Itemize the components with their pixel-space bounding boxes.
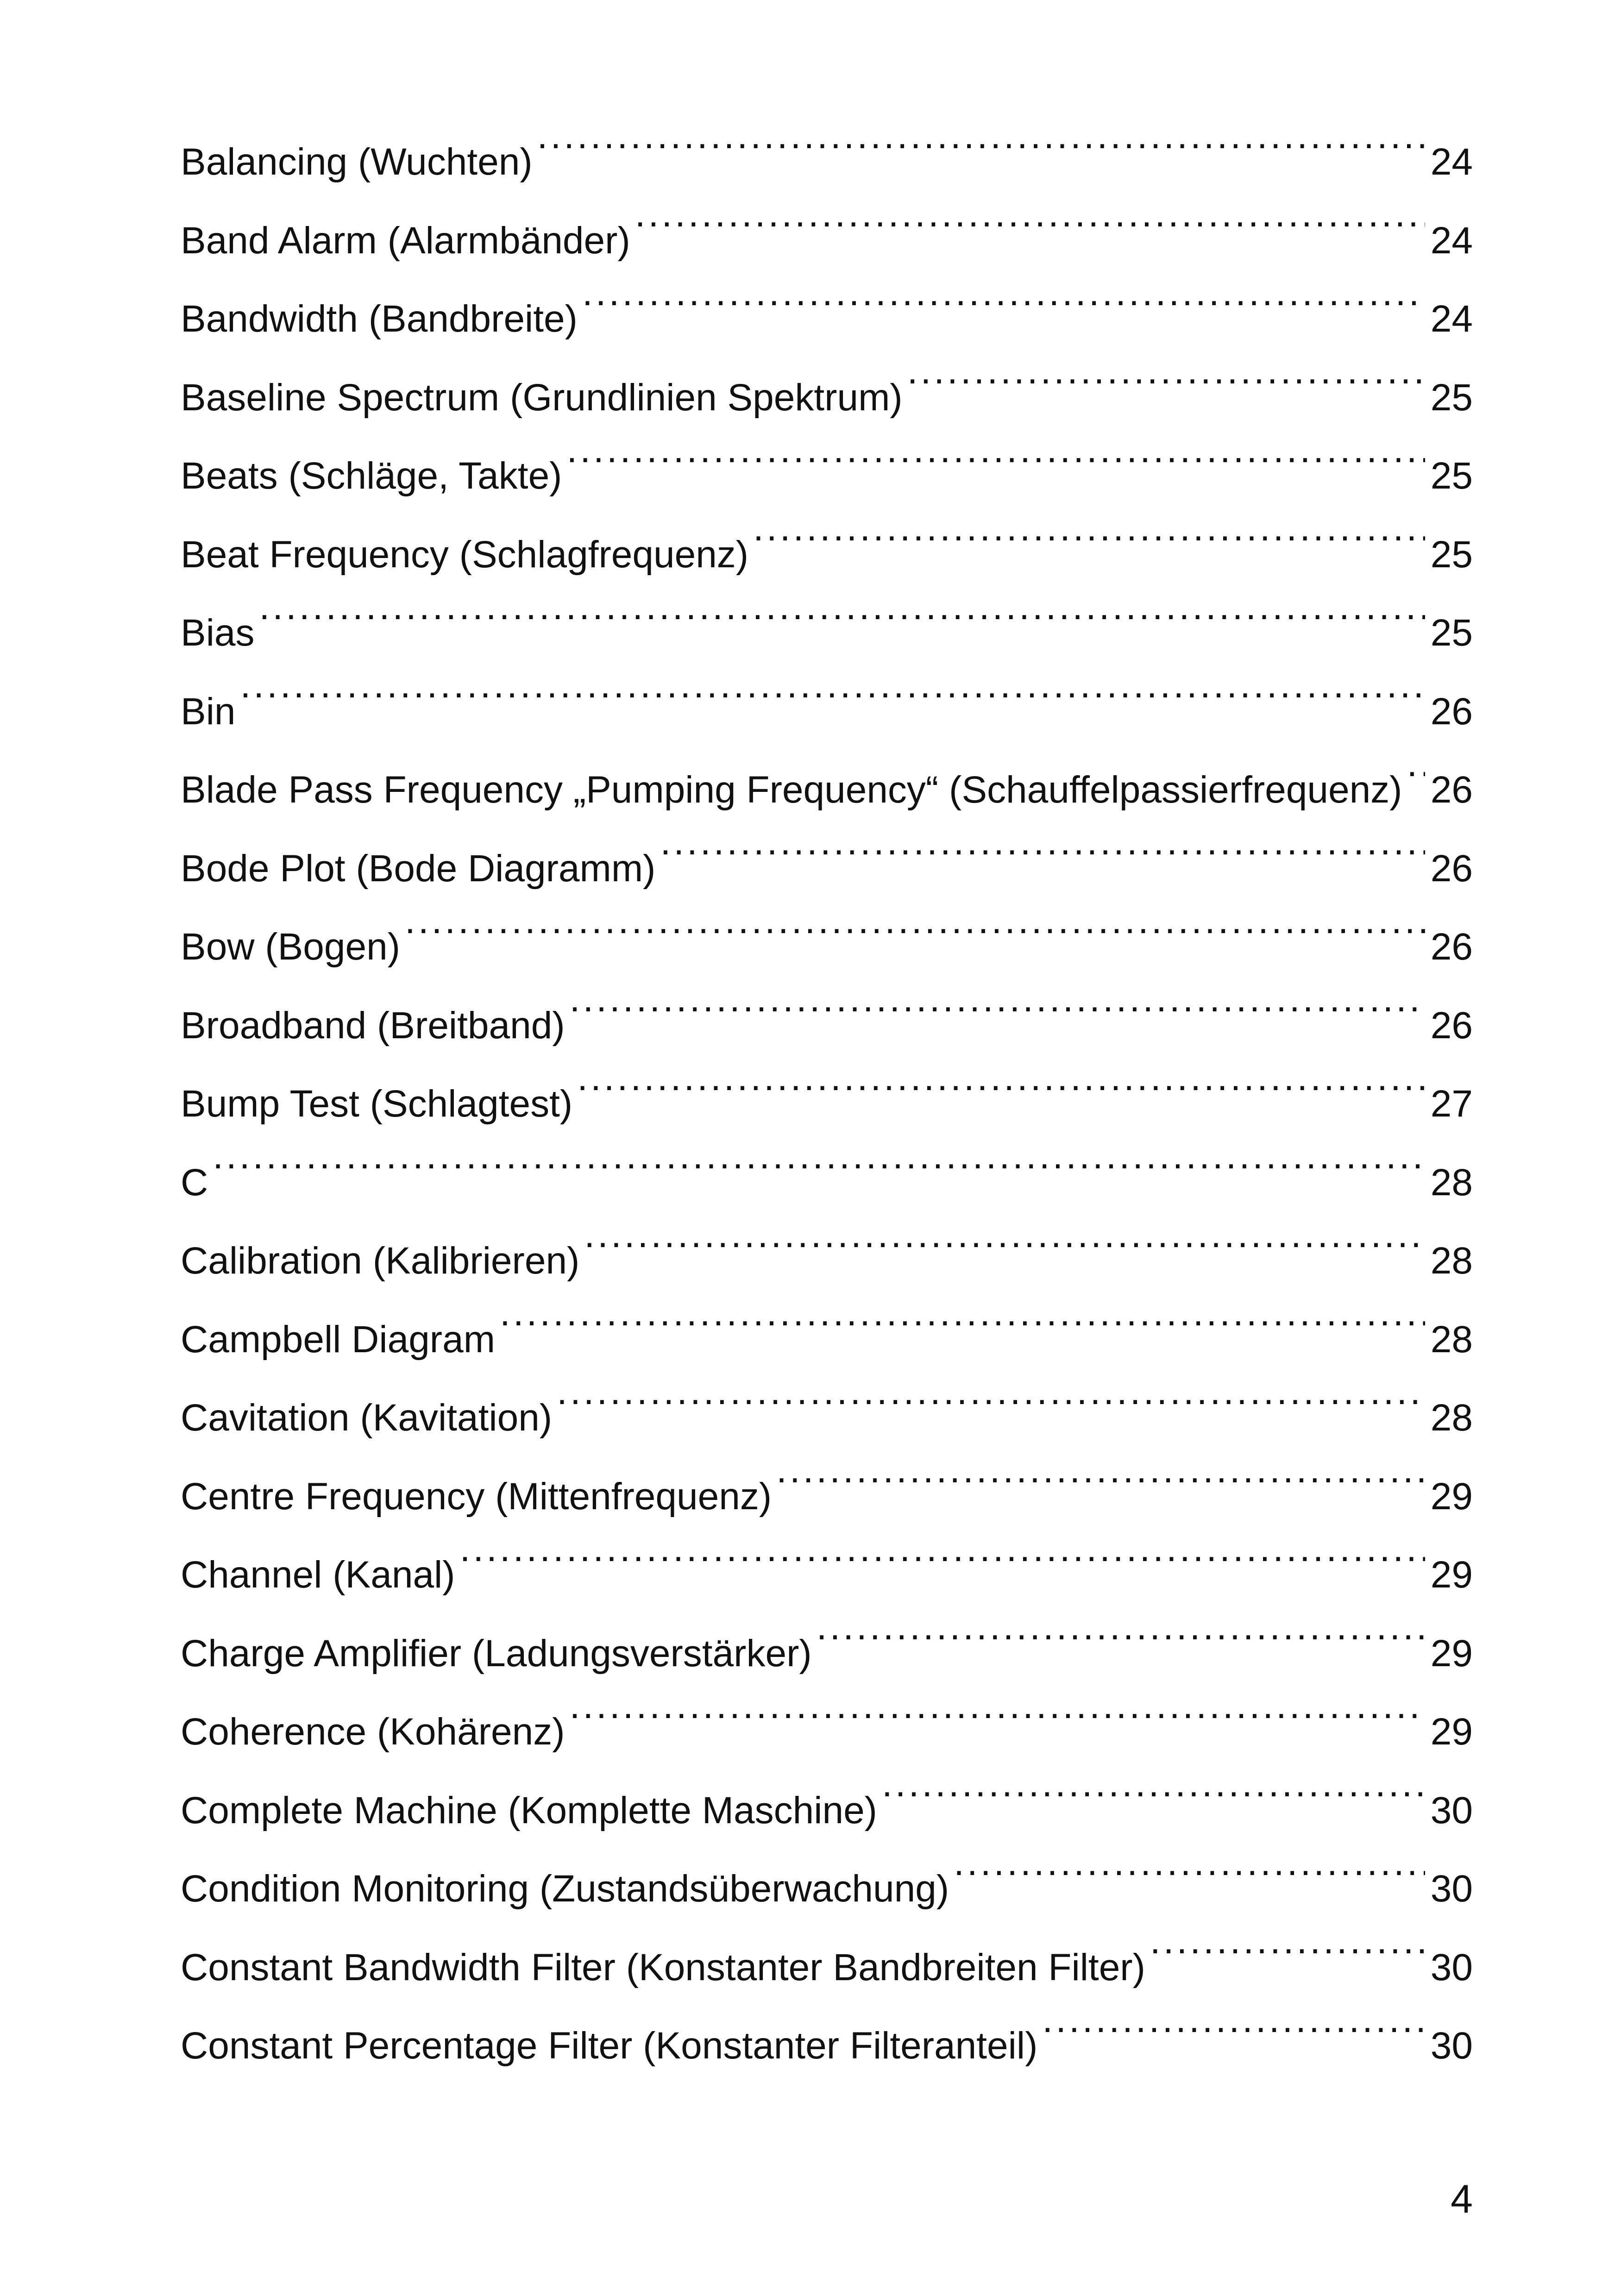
toc-entry-page: 27 [1430, 1083, 1473, 1125]
dot-leader [405, 913, 1425, 960]
dot-leader [753, 521, 1425, 567]
toc-entry-page: 24 [1430, 219, 1473, 262]
toc-entry-label: Beat Frequency (Schlagfrequenz) [181, 533, 749, 576]
toc-entry-page: 24 [1430, 298, 1473, 340]
dot-leader [907, 364, 1425, 410]
toc-entry-label: Coherence (Kohärenz) [181, 1711, 565, 1753]
toc-entry-label: Beats (Schläge, Takte) [181, 455, 562, 497]
toc-entry-page: 26 [1430, 847, 1473, 890]
toc-entry-label: C [181, 1161, 208, 1204]
dot-leader [1407, 756, 1425, 803]
toc-entry-page: 29 [1430, 1554, 1473, 1596]
page-number: 4 [1451, 2177, 1473, 2221]
toc-entry[interactable] [181, 358, 1473, 437]
dot-leader [817, 1620, 1425, 1666]
toc-entry-label: Bias [181, 612, 255, 654]
toc-entry[interactable] [181, 515, 1473, 594]
dot-leader [660, 835, 1425, 881]
dot-leader [1042, 2012, 1425, 2058]
dot-leader [213, 1149, 1425, 1195]
toc-entry-page: 24 [1430, 141, 1473, 183]
dot-leader [570, 992, 1425, 1038]
toc-entry[interactable] [181, 986, 1473, 1065]
toc-entry-page: 30 [1430, 2025, 1473, 2067]
toc-entry[interactable] [181, 1928, 1473, 2007]
toc-entry[interactable] [181, 829, 1473, 908]
toc-entry[interactable] [181, 1850, 1473, 1928]
toc-entry-label: Charge Amplifier (Ladungsverstärker) [181, 1632, 812, 1675]
toc-entry[interactable] [181, 2007, 1473, 2085]
toc-entry-label: Channel (Kanal) [181, 1554, 455, 1596]
toc-entry[interactable] [181, 751, 1473, 829]
dot-leader [259, 599, 1425, 646]
toc-entry-label: Blade Pass Frequency „Pumping Frequency“ (Schauffelpassierfrequenz) [181, 769, 1402, 811]
toc-entry[interactable] [181, 1222, 1473, 1300]
toc-entry-label: Balancing (Wuchten) [181, 141, 533, 183]
dot-leader [577, 1070, 1425, 1117]
toc-entry[interactable] [181, 1065, 1473, 1143]
toc-entry-label: Bandwidth (Bandbreite) [181, 298, 578, 340]
toc-entry-page: 29 [1430, 1475, 1473, 1518]
dot-leader [582, 285, 1425, 332]
toc-entry-page: 28 [1430, 1161, 1473, 1204]
dot-leader [500, 1306, 1425, 1352]
toc-entry-label: Constant Percentage Filter (Konstanter Filteranteil) [181, 2025, 1038, 2067]
toc-entry-label: Band Alarm (Alarmbänder) [181, 219, 630, 262]
toc-entry[interactable] [181, 201, 1473, 280]
toc-entry-label: Bode Plot (Bode Diagramm) [181, 847, 656, 890]
toc-entry-page: 26 [1430, 926, 1473, 968]
dot-leader [570, 1698, 1425, 1744]
dot-leader [954, 1855, 1425, 1901]
dot-leader [1150, 1934, 1425, 1980]
toc-entry-page: 30 [1430, 1868, 1473, 1910]
toc-entry-page: 28 [1430, 1318, 1473, 1361]
toc-entry-page: 29 [1430, 1632, 1473, 1675]
toc-entry-label: Campbell Diagram [181, 1318, 496, 1361]
toc-entry[interactable] [181, 1771, 1473, 1850]
toc-entry-page: 30 [1430, 1946, 1473, 1989]
toc-entry-page: 30 [1430, 1789, 1473, 1832]
toc-entry-page: 25 [1430, 455, 1473, 497]
toc-entry-page: 29 [1430, 1711, 1473, 1753]
dot-leader [460, 1541, 1425, 1587]
toc-entry-page: 25 [1430, 612, 1473, 654]
toc-entry[interactable] [181, 672, 1473, 751]
toc-entry-label: Bump Test (Schlagtest) [181, 1083, 573, 1125]
toc-entry-page: 26 [1430, 769, 1473, 811]
toc-entry-label: Bow (Bogen) [181, 926, 401, 968]
toc-entry[interactable] [181, 1457, 1473, 1536]
dot-leader [776, 1463, 1425, 1509]
toc-entry-label: Constant Bandwidth Filter (Konstanter Bandbreiten Filter) [181, 1946, 1145, 1989]
dot-leader [240, 678, 1425, 724]
toc-entry[interactable] [181, 437, 1473, 515]
toc-entry[interactable] [181, 594, 1473, 672]
toc-entry-label: Calibration (Kalibrieren) [181, 1240, 580, 1282]
toc-entry-page: 26 [1430, 690, 1473, 733]
toc-entry-page: 28 [1430, 1240, 1473, 1282]
dot-leader [635, 207, 1425, 253]
toc-entry-page: 25 [1430, 533, 1473, 576]
toc-entry-page: 25 [1430, 376, 1473, 419]
dot-leader [882, 1777, 1425, 1823]
toc-entry-label: Complete Machine (Komplette Maschine) [181, 1789, 877, 1832]
toc-entry-label: Baseline Spectrum (Grundlinien Spektrum) [181, 376, 903, 419]
toc-entry-label: Centre Frequency (Mittenfrequenz) [181, 1475, 772, 1518]
toc-entry[interactable] [181, 280, 1473, 358]
toc-entry-page: 28 [1430, 1397, 1473, 1439]
toc-entry-label: Condition Monitoring (Zustandsüberwachung) [181, 1868, 949, 1910]
dot-leader [584, 1227, 1425, 1273]
dot-leader [537, 128, 1425, 175]
toc-entry[interactable] [181, 1300, 1473, 1379]
toc-entry[interactable] [181, 1143, 1473, 1222]
toc-entry-label: Bin [181, 690, 236, 733]
toc-entry-page: 26 [1430, 1004, 1473, 1047]
dot-leader [557, 1384, 1425, 1430]
toc-entry[interactable] [181, 1536, 1473, 1614]
toc-entry[interactable] [181, 1379, 1473, 1457]
toc-entry-label: Broadband (Breitband) [181, 1004, 565, 1047]
dot-leader [566, 442, 1425, 489]
toc-entry-label: Cavitation (Kavitation) [181, 1397, 553, 1439]
toc-entry[interactable] [181, 123, 1473, 201]
toc-entry[interactable] [181, 1693, 1473, 1771]
toc-entry[interactable] [181, 1614, 1473, 1693]
table-of-contents [181, 123, 1473, 2085]
toc-entry[interactable] [181, 908, 1473, 986]
